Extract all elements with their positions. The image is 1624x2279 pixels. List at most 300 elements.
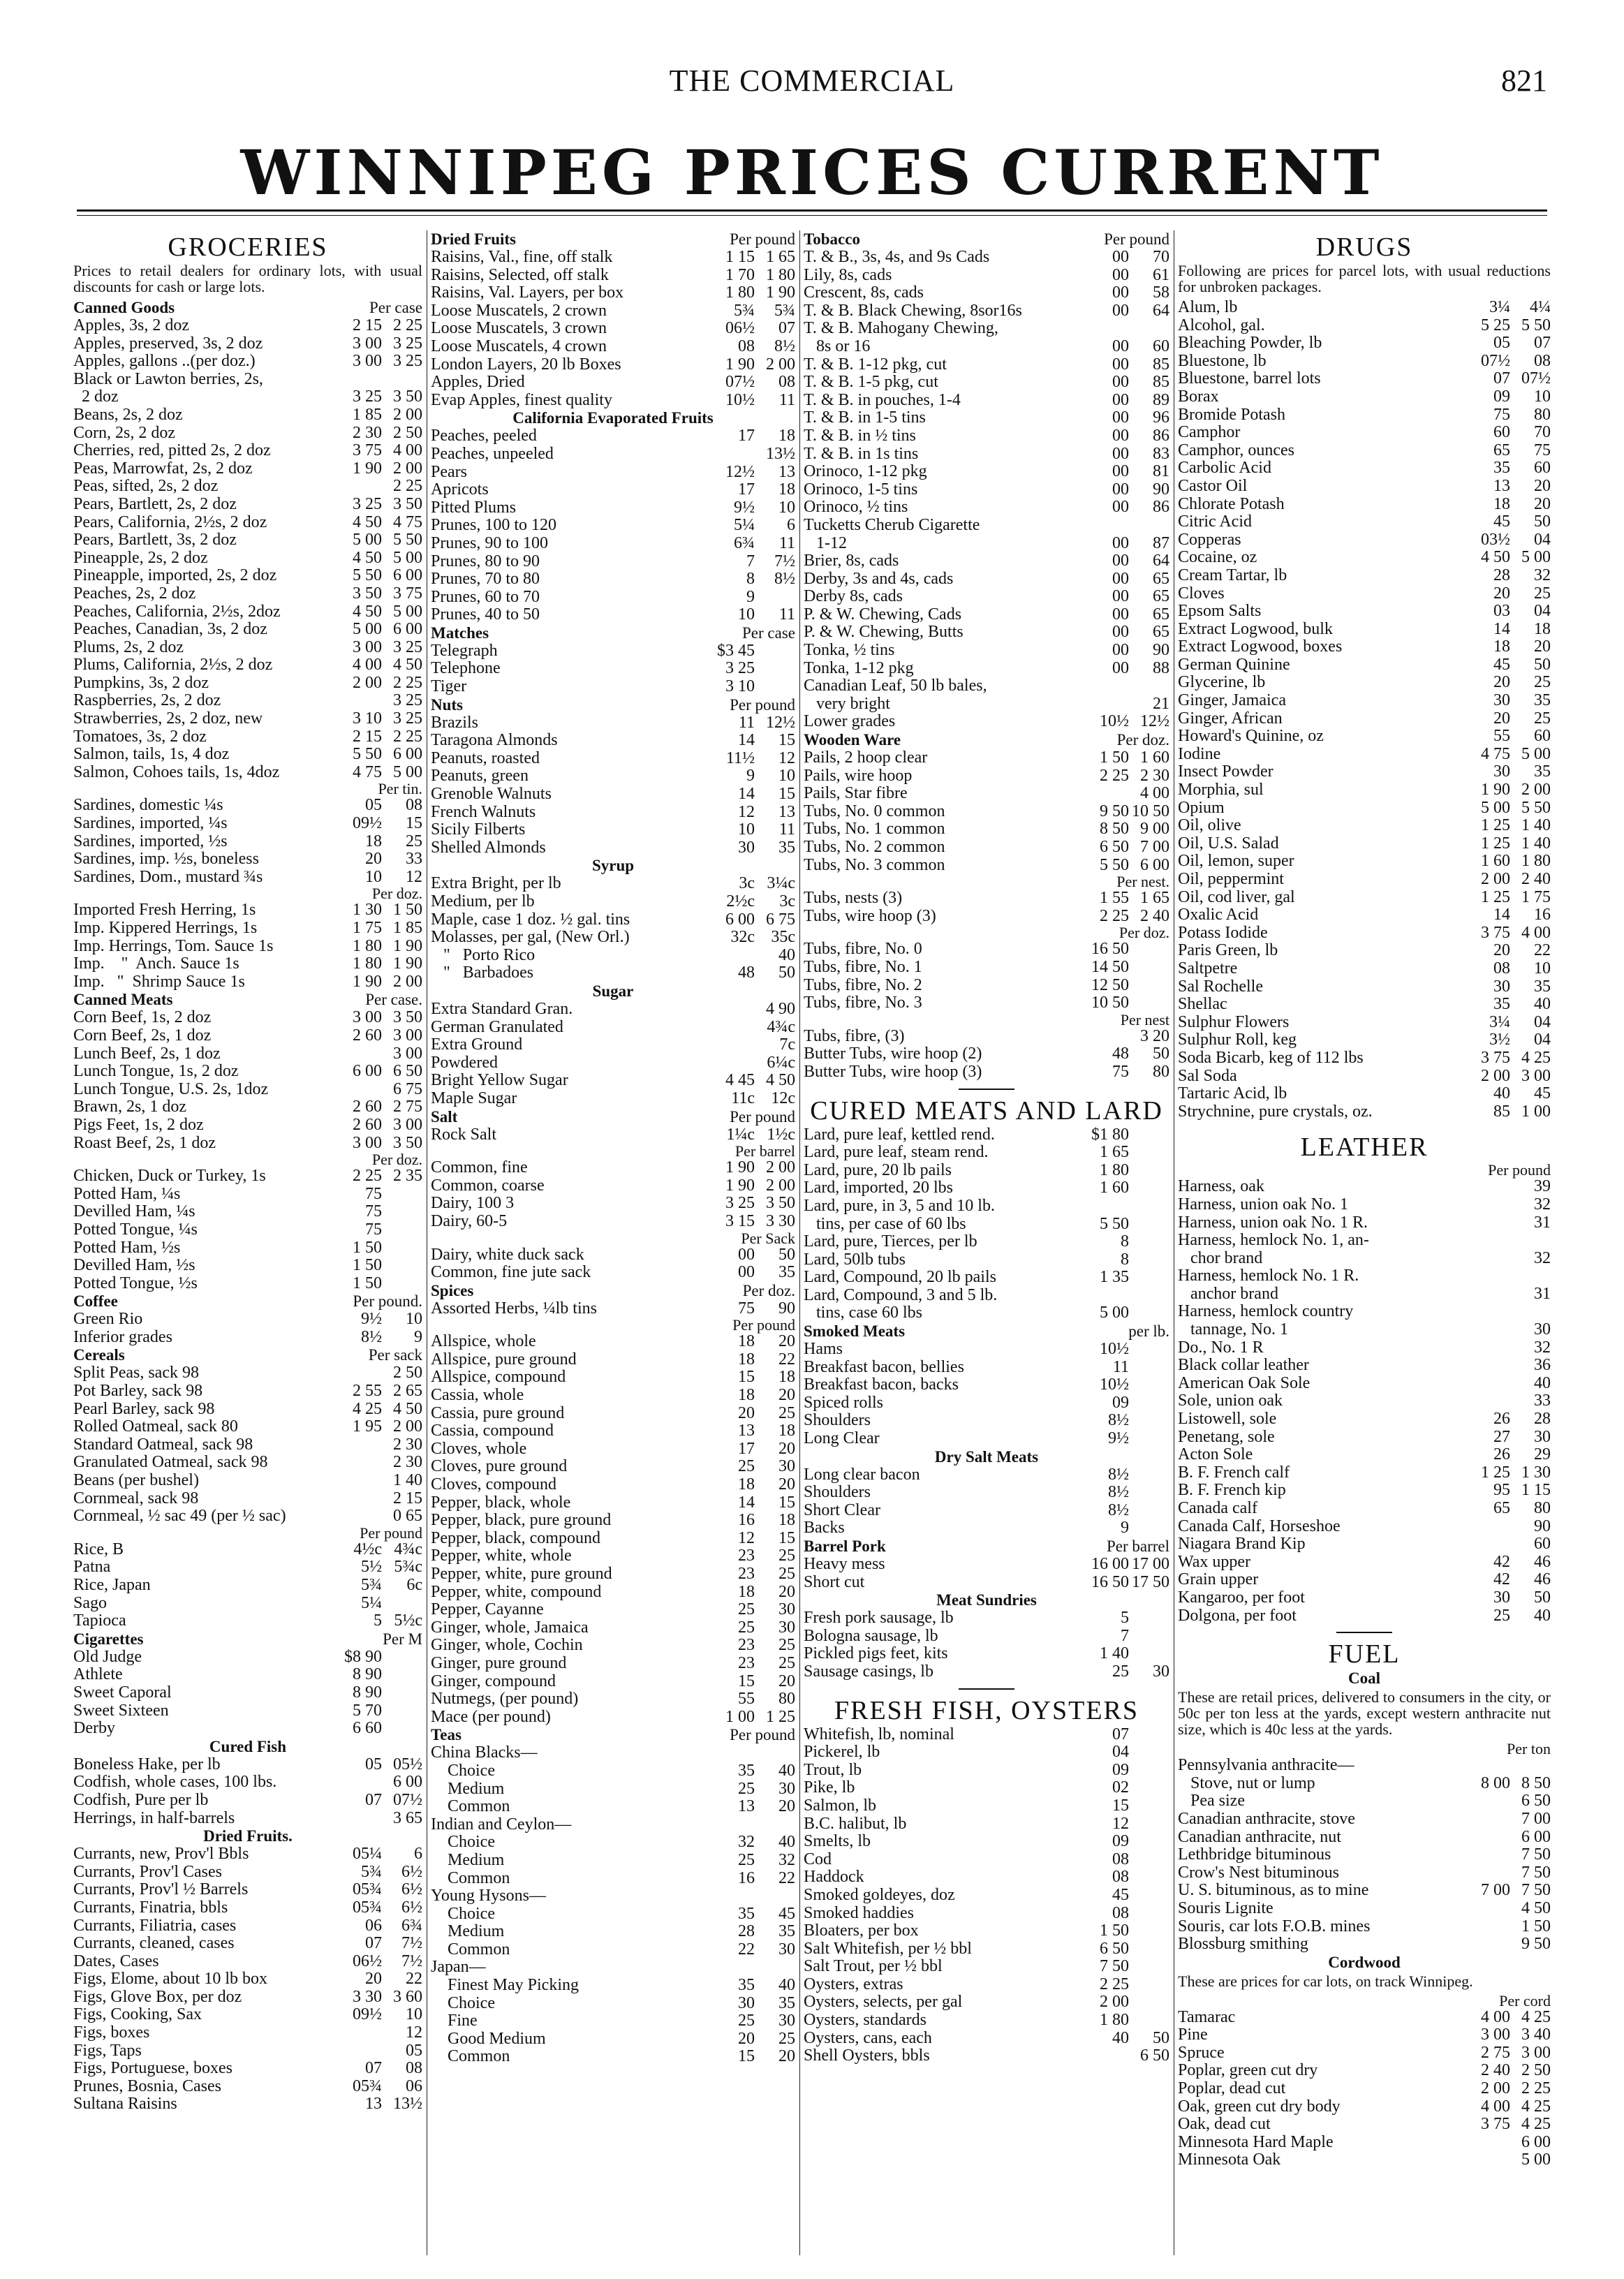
item-name: Canadian Leaf, 50 lb bales, <box>804 677 987 695</box>
price-high: 45 <box>778 1904 795 1923</box>
item-name: Soda Bicarb, keg of 112 lbs <box>1178 1049 1364 1067</box>
item-name: Blossburg smithing <box>1178 1935 1308 1954</box>
price-high: 5¾c <box>394 1558 422 1577</box>
price-row <box>431 1995 795 2013</box>
item-name: Peaches, 2s, 2 doz <box>73 584 196 603</box>
item-name: Peaches, unpeeled <box>431 445 554 463</box>
price-row <box>1178 1429 1551 1447</box>
price-low: 10 <box>738 605 755 624</box>
item-name: Acton Sole <box>1178 1446 1253 1464</box>
price-row <box>1178 728 1551 746</box>
unit-label: per lb. <box>1128 1322 1169 1341</box>
price-row <box>431 767 795 786</box>
price-row <box>804 1251 1169 1269</box>
price-high: 06 <box>406 2077 422 2095</box>
price-high: 45 <box>1534 1084 1551 1103</box>
price-row <box>804 517 1169 535</box>
price-high: 60 <box>1534 1535 1551 1554</box>
item-name: Dolgona, per foot <box>1178 1607 1297 1625</box>
price-low: 09½ <box>353 2005 382 2024</box>
price-high: 4 25 <box>1521 2097 1551 2116</box>
price-high: 96 <box>1153 408 1169 427</box>
item-name: Pears, California, 2½s, 2 doz <box>73 513 267 531</box>
price-low: 5 50 <box>353 745 382 764</box>
price-high <box>1129 1743 1169 1762</box>
price-low <box>710 1887 755 1905</box>
price-low: 11 <box>738 713 755 732</box>
price-low: 30 <box>738 1993 755 2012</box>
price-row <box>73 1917 422 1935</box>
item-name: Peas, Marrowfat, 2s, 2 doz <box>73 459 253 478</box>
price-row <box>73 514 422 532</box>
unit-label: Per pound <box>1488 1161 1551 1179</box>
price-high: 12 <box>406 867 422 886</box>
price-low: 00 <box>738 1245 755 1264</box>
price-row <box>431 445 795 464</box>
item-name: Pears, Bartlett, 2s, 2 doz <box>73 495 237 513</box>
price-low: 1 70 <box>725 265 755 284</box>
item-name: Brawn, 2s, 1 doz <box>73 1098 186 1116</box>
item-name: 2 doz <box>73 388 119 406</box>
item-name: Codfish, Pure per lb <box>73 1791 209 1809</box>
price-high: 4 00 <box>1521 923 1551 942</box>
item-name: Tonka, ½ tins <box>804 642 895 660</box>
price-low <box>337 1081 382 1099</box>
item-name: Common, fine <box>431 1159 528 1177</box>
item-name: Smelts, lb <box>804 1833 871 1851</box>
item-name: Finest May Picking <box>431 1977 580 1995</box>
price-high <box>382 1666 422 1684</box>
price-high: 25 <box>778 1547 795 1565</box>
item-name: Lily, 8s, cads <box>804 266 892 284</box>
price-row <box>1178 2026 1551 2044</box>
price-low: 4 50 <box>353 512 382 531</box>
price-row <box>804 1341 1169 1359</box>
price-row <box>431 249 795 267</box>
unit-label: Per doz. <box>371 885 422 903</box>
subsection-title: Dry Salt Meats <box>934 1447 1039 1466</box>
item-name: Derby <box>73 1720 115 1738</box>
item-name: Cloves, whole <box>431 1440 527 1458</box>
item-name: Allspice, pure ground <box>431 1350 577 1369</box>
price-high: 2 30 <box>393 1453 422 1472</box>
price-low: 06½ <box>725 319 755 338</box>
price-high: 3 50 <box>393 1133 422 1152</box>
price-low: 00 <box>1112 552 1129 570</box>
price-low: 1 60 <box>1100 1179 1129 1197</box>
price-low: 4 00 <box>1481 2007 1510 2026</box>
price-high <box>1129 1905 1169 1923</box>
price-row <box>73 850 422 869</box>
item-name: Pickled pigs feet, kits <box>804 1645 948 1663</box>
spacer <box>1178 1121 1551 1130</box>
price-row <box>431 553 795 571</box>
price-low: 3 10 <box>725 677 755 696</box>
item-name: Oxalic Acid <box>1178 906 1259 924</box>
price-high: 80 <box>778 1690 795 1709</box>
price-high: 2 65 <box>393 1382 422 1401</box>
price-high <box>1129 1341 1169 1359</box>
price-row <box>431 964 795 982</box>
price-low: 07 <box>365 1934 382 1953</box>
subsection-title: Salt <box>431 1107 458 1126</box>
item-name: Potted Tongue, ¼s <box>73 1220 198 1239</box>
item-name: Cocaine, oz <box>1178 549 1257 567</box>
price-low: 13 <box>1493 476 1510 495</box>
item-name: Penetang, sole <box>1178 1428 1275 1446</box>
price-row <box>431 678 795 696</box>
price-row <box>431 1959 795 1977</box>
price-row <box>431 929 795 947</box>
price-row <box>1178 871 1551 889</box>
price-low: 18 <box>738 1350 755 1369</box>
price-high: 3 30 <box>766 1211 795 1230</box>
price-row <box>804 1466 1169 1484</box>
price-row <box>804 941 1169 959</box>
price-low: 45 <box>1493 512 1510 531</box>
price-high: 86 <box>1153 426 1169 445</box>
price-row <box>431 1036 795 1054</box>
price-high: 2 00 <box>766 1158 795 1177</box>
price-high <box>1129 1762 1169 1780</box>
price-high: 1 80 <box>1521 852 1551 871</box>
unit-label: Per case <box>742 624 795 642</box>
price-row <box>73 317 422 335</box>
price-high <box>382 1720 422 1738</box>
item-name: Lard, pure, Tierces, per lb <box>804 1233 977 1251</box>
price-low: 32 <box>738 1833 755 1852</box>
price-row <box>1178 674 1551 692</box>
item-name: Niagara Brand Kip <box>1178 1535 1306 1554</box>
price-high: 35 <box>778 838 795 857</box>
item-name: Tubs, fibre, No. 2 <box>804 976 922 994</box>
unit-label: Per doz. <box>371 1151 422 1169</box>
item-name: Pails, wire hoop <box>804 767 913 785</box>
unit-label: Per sack <box>368 1346 422 1364</box>
item-name: Bleaching Powder, lb <box>1178 334 1322 353</box>
item-name: Imp. " Anch. Sauce 1s <box>73 955 239 973</box>
price-low: 10½ <box>1100 1375 1129 1394</box>
price-high <box>1129 1868 1169 1887</box>
price-row <box>1178 1049 1551 1068</box>
price-low: 45 <box>1493 655 1510 674</box>
item-name: Oil, U.S. Salad <box>1178 834 1279 853</box>
price-low: 55 <box>1493 727 1510 746</box>
item-name: Figs, boxes <box>73 2024 150 2042</box>
price-low <box>1466 2151 1510 2169</box>
price-low <box>1084 1028 1129 1046</box>
price-low: 8 90 <box>353 1683 382 1702</box>
item-name: Spruce <box>1178 2044 1225 2062</box>
price-row <box>431 1405 795 1423</box>
item-name: Currants, Prov'l ½ Barrels <box>73 1881 249 1899</box>
price-low: 07 <box>365 1790 382 1809</box>
item-name: London Layers, 20 lb Boxes <box>431 355 621 374</box>
item-name: Salmon, tails, 1s, 4 doz <box>73 746 230 764</box>
item-name: Canada Calf, Horseshoe <box>1178 1517 1341 1535</box>
price-high: 65 <box>1153 623 1169 642</box>
item-name: Bromide Potash <box>1178 406 1285 424</box>
item-name: Lard, Compound, 20 lb pails <box>804 1269 996 1287</box>
price-low: 00 <box>1112 480 1129 499</box>
price-row <box>1178 2044 1551 2063</box>
price-low: 2 60 <box>353 1098 382 1116</box>
price-row <box>1178 924 1551 943</box>
price-high: 2 30 <box>393 1435 422 1454</box>
item-name: anchor brand <box>1178 1285 1278 1303</box>
price-high: 1 25 <box>766 1707 795 1726</box>
price-high: 5 50 <box>1521 316 1551 334</box>
item-name: Lower grades <box>804 713 896 731</box>
price-low: 30 <box>738 838 755 857</box>
price-row <box>1178 370 1551 388</box>
price-row <box>73 406 422 425</box>
price-low: 35 <box>1493 995 1510 1014</box>
item-name: Cream Tartar, lb <box>1178 566 1287 584</box>
price-low: 00 <box>1112 426 1129 445</box>
price-low: 05¼ <box>353 1845 382 1864</box>
price-row <box>804 1430 1169 1448</box>
price-row <box>1178 1589 1551 1607</box>
item-name: Strychnine, pure crystals, oz. <box>1178 1102 1373 1121</box>
subsection-heading <box>431 1726 795 1744</box>
price-low: 9 <box>746 767 755 786</box>
price-high <box>1129 517 1169 535</box>
price-high: 22 <box>778 1868 795 1887</box>
item-name: Figs, Cooking, Sax <box>73 2006 202 2024</box>
price-high <box>755 642 795 661</box>
price-low: 3 50 <box>353 584 382 603</box>
price-row <box>804 1574 1169 1592</box>
item-name: very bright <box>804 695 890 713</box>
item-name: Apples, 3s, 2 doz <box>73 317 189 334</box>
item-name: Pineapple, imported, 2s, 2 doz <box>73 567 277 585</box>
price-row <box>73 1899 422 1917</box>
price-high <box>1129 1940 1169 1959</box>
price-row <box>804 1394 1169 1413</box>
price-low: 1 80 <box>725 283 755 302</box>
price-high: 08 <box>778 373 795 392</box>
price-row <box>1178 1410 1551 1429</box>
item-name: Loose Muscatels, 3 crown <box>431 320 607 338</box>
price-row <box>73 1186 422 1204</box>
item-name: Young Hysons— <box>431 1887 546 1905</box>
price-row <box>73 1845 422 1864</box>
price-low: 18 <box>738 1475 755 1494</box>
price-low <box>1466 1846 1510 1864</box>
price-low <box>1466 1900 1510 1918</box>
price-high: 1 15 <box>1521 1481 1551 1500</box>
price-low <box>1466 1250 1510 1268</box>
item-name: Tiger <box>431 678 467 696</box>
price-high: 7½ <box>401 1934 422 1953</box>
price-high: 3 00 <box>393 1115 422 1134</box>
price-low: 12½ <box>725 462 755 481</box>
price-row <box>73 1792 422 1810</box>
price-row <box>1178 406 1551 425</box>
price-row <box>431 267 795 285</box>
price-row <box>1178 1792 1551 1810</box>
price-high: 3 40 <box>1521 2026 1551 2044</box>
subsection-heading <box>804 230 1169 249</box>
price-low <box>1466 1232 1510 1250</box>
price-high: 20 <box>778 1475 795 1494</box>
price-row <box>1178 1535 1551 1554</box>
price-row <box>804 1028 1169 1046</box>
unit-label: Per barrel <box>735 1142 795 1160</box>
price-row <box>431 1246 795 1264</box>
page-title: WINNIPEG PRICES CURRENT <box>240 136 1384 209</box>
item-name: Corn Beef, 2s, 1 doz <box>73 1026 212 1045</box>
price-row <box>804 588 1169 606</box>
price-row <box>804 409 1169 427</box>
price-low: 13 <box>738 1422 755 1440</box>
price-low: 20 <box>1493 941 1510 960</box>
price-row <box>804 1743 1169 1762</box>
item-name: Rock Salt <box>431 1126 496 1144</box>
price-row <box>431 947 795 965</box>
item-name: Assorted Herbs, ¼lb tins <box>431 1299 597 1318</box>
price-row <box>804 356 1169 374</box>
unit-label: Per pound <box>730 1726 795 1744</box>
price-high: 2 25 <box>393 316 422 334</box>
price-high: 35c <box>771 928 795 947</box>
item-name: Brier, 8s, cads <box>804 552 899 570</box>
price-row <box>804 713 1169 731</box>
price-high <box>1129 1233 1169 1251</box>
price-low: 5½ <box>361 1558 382 1577</box>
item-name: Figs, Glove Box, per doz <box>73 1988 242 2006</box>
item-name: Pearl Barley, sack 98 <box>73 1400 215 1418</box>
price-low: 1 80 <box>1100 1160 1129 1179</box>
price-high: 07½ <box>1521 369 1551 388</box>
price-high: 40 <box>1534 995 1551 1014</box>
price-high: 4 25 <box>1521 2115 1551 2134</box>
price-row <box>804 1359 1169 1377</box>
item-name: Medium <box>431 1780 505 1798</box>
price-row <box>73 674 422 693</box>
item-name: Strawberries, 2s, 2 doz, new <box>73 710 263 728</box>
price-row <box>431 1333 795 1351</box>
price-row <box>431 1673 795 1691</box>
price-row <box>431 1798 795 1816</box>
price-high: 7 00 <box>1521 1809 1551 1828</box>
column-1 <box>73 230 422 2255</box>
price-low: 5 <box>374 1611 382 1630</box>
price-high: 25 <box>1534 709 1551 728</box>
price-low: 5¾ <box>361 1576 382 1594</box>
price-low: 3¼ <box>1489 1012 1510 1031</box>
price-low: 30 <box>1493 762 1510 781</box>
item-name: Wax upper <box>1178 1553 1251 1571</box>
price-row <box>1178 2009 1551 2027</box>
price-row <box>1178 1250 1551 1268</box>
price-low: 1 65 <box>1100 1143 1129 1162</box>
price-low: 2 15 <box>353 727 382 746</box>
price-low: 25 <box>738 1457 755 1476</box>
item-name: B. F. French calf <box>1178 1463 1290 1482</box>
price-row <box>1178 549 1551 567</box>
price-row <box>1178 906 1551 924</box>
price-high: 7½ <box>774 552 795 570</box>
price-high: 0 65 <box>393 1507 422 1526</box>
price-low: 11½ <box>725 748 755 767</box>
price-high: 58 <box>1153 283 1169 302</box>
item-name: Tubs, No. 0 common <box>804 802 945 820</box>
item-name: American Oak Sole <box>1178 1374 1311 1392</box>
item-name: Pepper, black, pure ground <box>431 1512 612 1530</box>
price-low <box>1466 1935 1510 1954</box>
price-high: 1 50 <box>393 901 422 920</box>
price-high: 3 25 <box>393 352 422 371</box>
item-name: Alcohol, gal. <box>1178 316 1265 334</box>
price-row <box>73 1666 422 1684</box>
price-row <box>1178 638 1551 656</box>
price-high: 32 <box>1534 566 1551 584</box>
price-high: 10 <box>1534 959 1551 978</box>
subsection-title: Cured Fish <box>209 1737 287 1755</box>
price-low: 00 <box>1112 373 1129 392</box>
item-name: Tamarac <box>1178 2008 1236 2026</box>
price-row <box>1178 1196 1551 1214</box>
price-high: 6 00 <box>393 620 422 639</box>
price-high: 1 75 <box>1521 887 1551 906</box>
item-name: Opium <box>1178 799 1225 817</box>
price-high <box>1510 1267 1551 1285</box>
item-name: Bluestone, barrel lots <box>1178 370 1321 388</box>
price-row <box>73 353 422 371</box>
price-high <box>1129 994 1169 1012</box>
price-high: 11 <box>778 820 795 839</box>
price-row <box>1178 531 1551 550</box>
price-high: 12 <box>778 748 795 767</box>
unit-label: Per pound <box>730 230 795 248</box>
price-row <box>804 1868 1169 1887</box>
price-row <box>73 955 422 973</box>
item-name: Rice, B <box>73 1540 124 1558</box>
item-name: Japan— <box>431 1959 486 1977</box>
subsection-heading <box>431 857 795 875</box>
price-high: 11 <box>778 605 795 624</box>
item-name: Ginger, whole, Jamaica <box>431 1618 589 1637</box>
item-name: German Granulated <box>431 1018 563 1036</box>
price-high: 4 25 <box>1521 2007 1551 2026</box>
price-row <box>1178 1864 1551 1882</box>
price-low: 25 <box>1493 1606 1510 1625</box>
item-name: Whitefish, lb, nominal <box>804 1725 954 1743</box>
price-high: 61 <box>1153 265 1169 284</box>
price-high: 35 <box>1534 762 1551 781</box>
price-low: 13 <box>365 2095 382 2114</box>
item-name: Tubs, wire hoop (3) <box>804 907 936 925</box>
price-high: 6c <box>406 1576 422 1594</box>
item-name: Medium <box>431 1923 505 1941</box>
price-low: 18 <box>738 1386 755 1405</box>
price-high: 1 85 <box>393 919 422 937</box>
price-low: 14 <box>738 1493 755 1512</box>
item-name: Cloves, compound <box>431 1476 556 1494</box>
price-row <box>73 496 422 514</box>
price-row <box>1178 1085 1551 1103</box>
section-heading: LEATHER <box>1300 1133 1429 1163</box>
item-name: Currants, Prov'l Cases <box>73 1863 222 1881</box>
item-name: Morphia, sul <box>1178 781 1264 799</box>
price-high: 35 <box>1534 691 1551 710</box>
price-high: 22 <box>406 1970 422 1989</box>
price-row <box>804 1958 1169 1976</box>
price-row <box>804 1556 1169 1574</box>
item-name: Harness, union oak No. 1 R. <box>1178 1214 1368 1232</box>
